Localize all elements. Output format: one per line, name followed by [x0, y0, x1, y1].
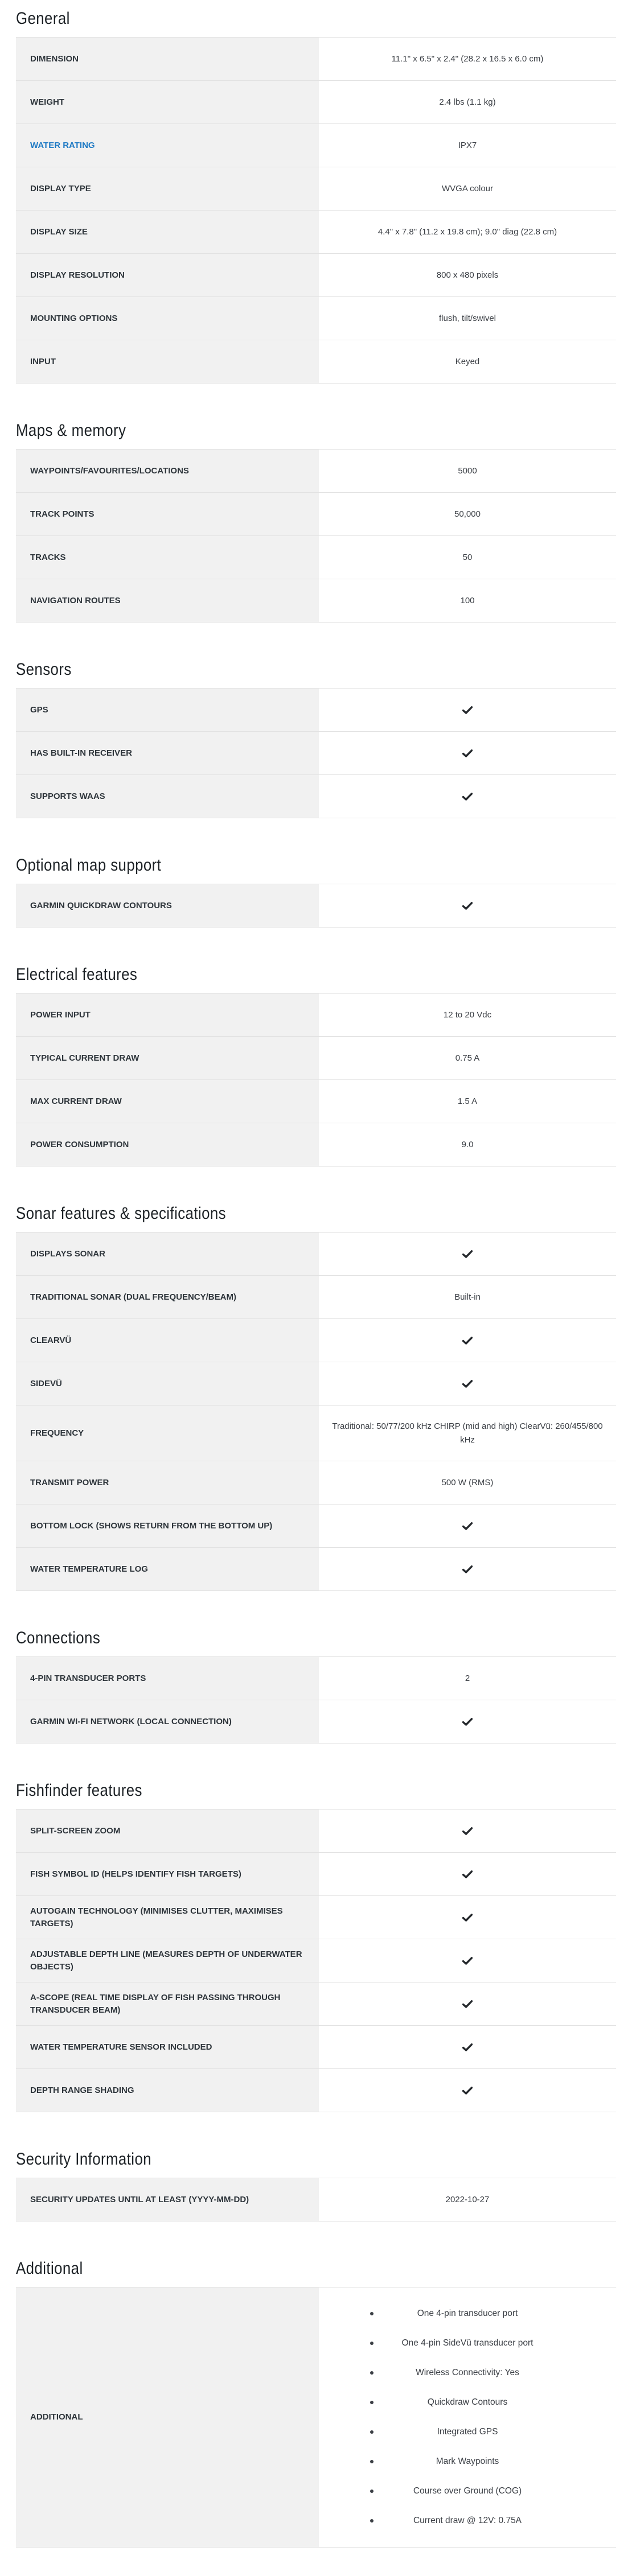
spec-value: 50,000	[319, 493, 616, 536]
spec-row	[16, 1700, 616, 1744]
spec-value-check	[319, 1362, 616, 1406]
spec-value: Traditional: 50/77/200 kHz CHIRP (mid and high) ClearVü: 260/455/800 kHz	[319, 1406, 616, 1461]
spec-row	[16, 2178, 616, 2221]
spec-value: 4.4" x 7.8" (11.2 x 19.8 cm); 9.0" diag (22.8 cm)	[319, 211, 616, 254]
spec-label: 4-PIN TRANSDUCER PORTS	[16, 1657, 319, 1700]
checkmark-icon	[462, 2087, 473, 2095]
spec-label-link[interactable]: WATER RATING	[16, 124, 319, 167]
spec-row	[16, 450, 616, 493]
spec-label: ADDITIONAL	[16, 2288, 319, 2548]
spec-row	[16, 1406, 616, 1461]
spec-section	[16, 1195, 616, 1619]
spec-label: SIDEVÜ	[16, 1362, 319, 1406]
spec-value: Built-in	[319, 1276, 616, 1319]
spec-value-check	[319, 2026, 616, 2069]
spec-value-check	[319, 689, 616, 732]
spec-label: GARMIN QUICKDRAW CONTOURS	[16, 884, 319, 928]
spec-label: MOUNTING OPTIONS	[16, 297, 319, 340]
spec-value: 12 to 20 Vdc	[319, 994, 616, 1037]
checkmark-icon	[462, 2043, 473, 2051]
spec-row	[16, 1505, 616, 1548]
spec-value: 9.0	[319, 1123, 616, 1167]
section-spacer	[16, 1744, 616, 1772]
checkmark-icon	[462, 1522, 473, 1530]
spec-label: DIMENSION	[16, 38, 319, 81]
spec-label: TRANSMIT POWER	[16, 1461, 319, 1505]
spec-table	[16, 37, 616, 384]
section-spacer	[16, 1591, 616, 1619]
spec-row	[16, 1853, 616, 1896]
spec-value-check	[319, 1853, 616, 1896]
spec-row	[16, 1461, 616, 1505]
spec-row	[16, 493, 616, 536]
spec-section	[16, 412, 616, 651]
spec-row	[16, 1939, 616, 1983]
checkmark-icon	[462, 902, 473, 910]
spec-label: A-SCOPE (REAL TIME DISPLAY OF FISH PASSING THROUGH TRANSDUCER BEAM)	[16, 1983, 319, 2026]
spec-row	[16, 579, 616, 623]
checkmark-icon	[462, 1827, 473, 1835]
section-title: Additional	[16, 2259, 83, 2278]
spec-label: WATER TEMPERATURE LOG	[16, 1548, 319, 1591]
spec-row	[16, 536, 616, 579]
spec-row	[16, 1362, 616, 1406]
spec-label: HAS BUILT-IN RECEIVER	[16, 732, 319, 775]
section-title: Electrical features	[16, 965, 138, 984]
spec-value: IPX7	[319, 124, 616, 167]
spec-label: BOTTOM LOCK (SHOWS RETURN FROM THE BOTTOM UP)	[16, 1505, 319, 1548]
spec-value: 0.75 A	[319, 1037, 616, 1080]
checkmark-icon	[462, 1565, 473, 1573]
spec-value: 2022-10-27	[319, 2178, 616, 2221]
spec-label: SUPPORTS WAAS	[16, 775, 319, 818]
spec-label: DISPLAYS SONAR	[16, 1233, 319, 1276]
spec-label: MAX CURRENT DRAW	[16, 1080, 319, 1123]
spec-value-check	[319, 1810, 616, 1853]
spec-value-check	[319, 1319, 616, 1362]
spec-value-check	[319, 2069, 616, 2112]
spec-row	[16, 254, 616, 297]
spec-section	[16, 2250, 616, 2548]
spec-row	[16, 1080, 616, 1123]
spec-row	[16, 1657, 616, 1700]
spec-table	[16, 688, 616, 818]
list-item: Current draw @ 12V: 0.75A	[330, 2506, 605, 2536]
spec-row	[16, 1037, 616, 1080]
spec-label: DEPTH RANGE SHADING	[16, 2069, 319, 2112]
spec-value-check	[319, 1233, 616, 1276]
spec-label: POWER INPUT	[16, 994, 319, 1037]
checkmark-icon	[462, 1337, 473, 1345]
list-item: Quickdraw Contours	[330, 2388, 605, 2417]
spec-label: DISPLAY RESOLUTION	[16, 254, 319, 297]
section-title: Connections	[16, 1629, 101, 1647]
spec-row	[16, 124, 616, 167]
spec-section	[16, 956, 616, 1195]
checkmark-icon	[462, 1718, 473, 1726]
spec-table	[16, 1232, 616, 1591]
spec-row	[16, 732, 616, 775]
spec-value: 50	[319, 536, 616, 579]
spec-row	[16, 1276, 616, 1319]
section-spacer	[16, 928, 616, 956]
section-title: General	[16, 9, 70, 28]
spec-label: SPLIT-SCREEN ZOOM	[16, 1810, 319, 1853]
list-item: One 4-pin transducer port	[330, 2299, 605, 2328]
checkmark-icon	[462, 706, 473, 714]
checkmark-icon	[462, 1380, 473, 1388]
checkmark-icon	[462, 1250, 473, 1258]
spec-section	[16, 1772, 616, 2141]
spec-row	[16, 1983, 616, 2026]
spec-label: WEIGHT	[16, 81, 319, 124]
spec-row	[16, 81, 616, 124]
spec-value-check	[319, 1505, 616, 1548]
spec-row	[16, 1810, 616, 1853]
spec-label: WAYPOINTS/FAVOURITES/LOCATIONS	[16, 450, 319, 493]
spec-value-check	[319, 1548, 616, 1591]
spec-row	[16, 297, 616, 340]
checkmark-icon	[462, 1914, 473, 1922]
spec-table	[16, 449, 616, 623]
spec-value: Keyed	[319, 340, 616, 384]
checkmark-icon	[462, 1870, 473, 1878]
spec-value: 1.5 A	[319, 1080, 616, 1123]
spec-row	[16, 2026, 616, 2069]
spec-row	[16, 689, 616, 732]
feature-list	[330, 2288, 605, 2547]
spec-table	[16, 2287, 616, 2548]
spec-value-check	[319, 1939, 616, 1983]
spec-label: SECURITY UPDATES UNTIL AT LEAST (YYYY-MM-DD)	[16, 2178, 319, 2221]
spec-label: FREQUENCY	[16, 1406, 319, 1461]
list-item: Integrated GPS	[330, 2417, 605, 2447]
spec-label: POWER CONSUMPTION	[16, 1123, 319, 1167]
spec-row	[16, 340, 616, 384]
spec-section	[16, 651, 616, 847]
spec-value-check	[319, 1983, 616, 2026]
spec-section	[16, 1619, 616, 1772]
section-spacer	[16, 1167, 616, 1195]
spec-label: TYPICAL CURRENT DRAW	[16, 1037, 319, 1080]
spec-row	[16, 1123, 616, 1167]
section-spacer	[16, 384, 616, 412]
spec-value: flush, tilt/swivel	[319, 297, 616, 340]
spec-table	[16, 2178, 616, 2221]
spec-value-check	[319, 1896, 616, 1939]
spec-value: 11.1" x 6.5" x 2.4" (28.2 x 16.5 x 6.0 cm)	[319, 38, 616, 81]
spec-section	[16, 847, 616, 956]
list-item: Course over Ground (COG)	[330, 2476, 605, 2506]
checkmark-icon	[462, 1957, 473, 1965]
spec-value: 2.4 lbs (1.1 kg)	[319, 81, 616, 124]
spec-label: TRADITIONAL SONAR (DUAL FREQUENCY/BEAM)	[16, 1276, 319, 1319]
spec-row	[16, 211, 616, 254]
spec-row	[16, 1548, 616, 1591]
section-spacer	[16, 2221, 616, 2250]
spec-row	[16, 994, 616, 1037]
spec-row	[16, 2288, 616, 2548]
spec-table	[16, 993, 616, 1167]
spec-value: 800 x 480 pixels	[319, 254, 616, 297]
spec-label: ADJUSTABLE DEPTH LINE (MEASURES DEPTH OF UNDERWATER OBJECTS)	[16, 1939, 319, 1983]
spec-label: FISH SYMBOL ID (HELPS IDENTIFY FISH TARGETS)	[16, 1853, 319, 1896]
spec-table	[16, 884, 616, 928]
checkmark-icon	[462, 749, 473, 757]
spec-row	[16, 884, 616, 928]
list-item: Wireless Connectivity: Yes	[330, 2358, 605, 2388]
checkmark-icon	[462, 793, 473, 801]
spec-value-check	[319, 1700, 616, 1744]
spec-value: 500 W (RMS)	[319, 1461, 616, 1505]
spec-value-check	[319, 732, 616, 775]
spec-table	[16, 1809, 616, 2112]
spec-label: INPUT	[16, 340, 319, 384]
spec-label: AUTOGAIN TECHNOLOGY (MINIMISES CLUTTER, MAXIMISES TARGETS)	[16, 1896, 319, 1939]
list-item: One 4-pin SideVü transducer port	[330, 2328, 605, 2358]
spec-value: WVGA colour	[319, 167, 616, 211]
spec-value-check	[319, 884, 616, 928]
section-title: Optional map support	[16, 856, 162, 875]
spec-label: TRACK POINTS	[16, 493, 319, 536]
spec-label: GPS	[16, 689, 319, 732]
spec-label: DISPLAY SIZE	[16, 211, 319, 254]
section-title: Sonar features & specifications	[16, 1204, 226, 1223]
section-spacer	[16, 623, 616, 651]
spec-row	[16, 38, 616, 81]
spec-section	[16, 2141, 616, 2250]
spec-row	[16, 1319, 616, 1362]
spec-row	[16, 2069, 616, 2112]
spec-label: CLEARVÜ	[16, 1319, 319, 1362]
spec-row	[16, 775, 616, 818]
section-title: Security Information	[16, 2150, 152, 2169]
checkmark-icon	[462, 2000, 473, 2008]
spec-label: GARMIN WI-FI NETWORK (LOCAL CONNECTION)	[16, 1700, 319, 1744]
spec-label: DISPLAY TYPE	[16, 167, 319, 211]
spec-row	[16, 167, 616, 211]
spec-value-list	[319, 2288, 616, 2548]
spec-row	[16, 1233, 616, 1276]
spec-label: TRACKS	[16, 536, 319, 579]
section-title: Sensors	[16, 660, 72, 679]
spec-value: 100	[319, 579, 616, 623]
spec-label: NAVIGATION ROUTES	[16, 579, 319, 623]
section-title: Maps & memory	[16, 421, 126, 440]
spec-value-check	[319, 775, 616, 818]
list-item: Mark Waypoints	[330, 2447, 605, 2476]
spec-section	[16, 0, 616, 412]
spec-value: 2	[319, 1657, 616, 1700]
section-spacer	[16, 818, 616, 847]
spec-label: WATER TEMPERATURE SENSOR INCLUDED	[16, 2026, 319, 2069]
spec-value: 5000	[319, 450, 616, 493]
spec-table	[16, 1656, 616, 1744]
section-spacer	[16, 2112, 616, 2141]
section-title: Fishfinder features	[16, 1781, 142, 1800]
spec-row	[16, 1896, 616, 1939]
